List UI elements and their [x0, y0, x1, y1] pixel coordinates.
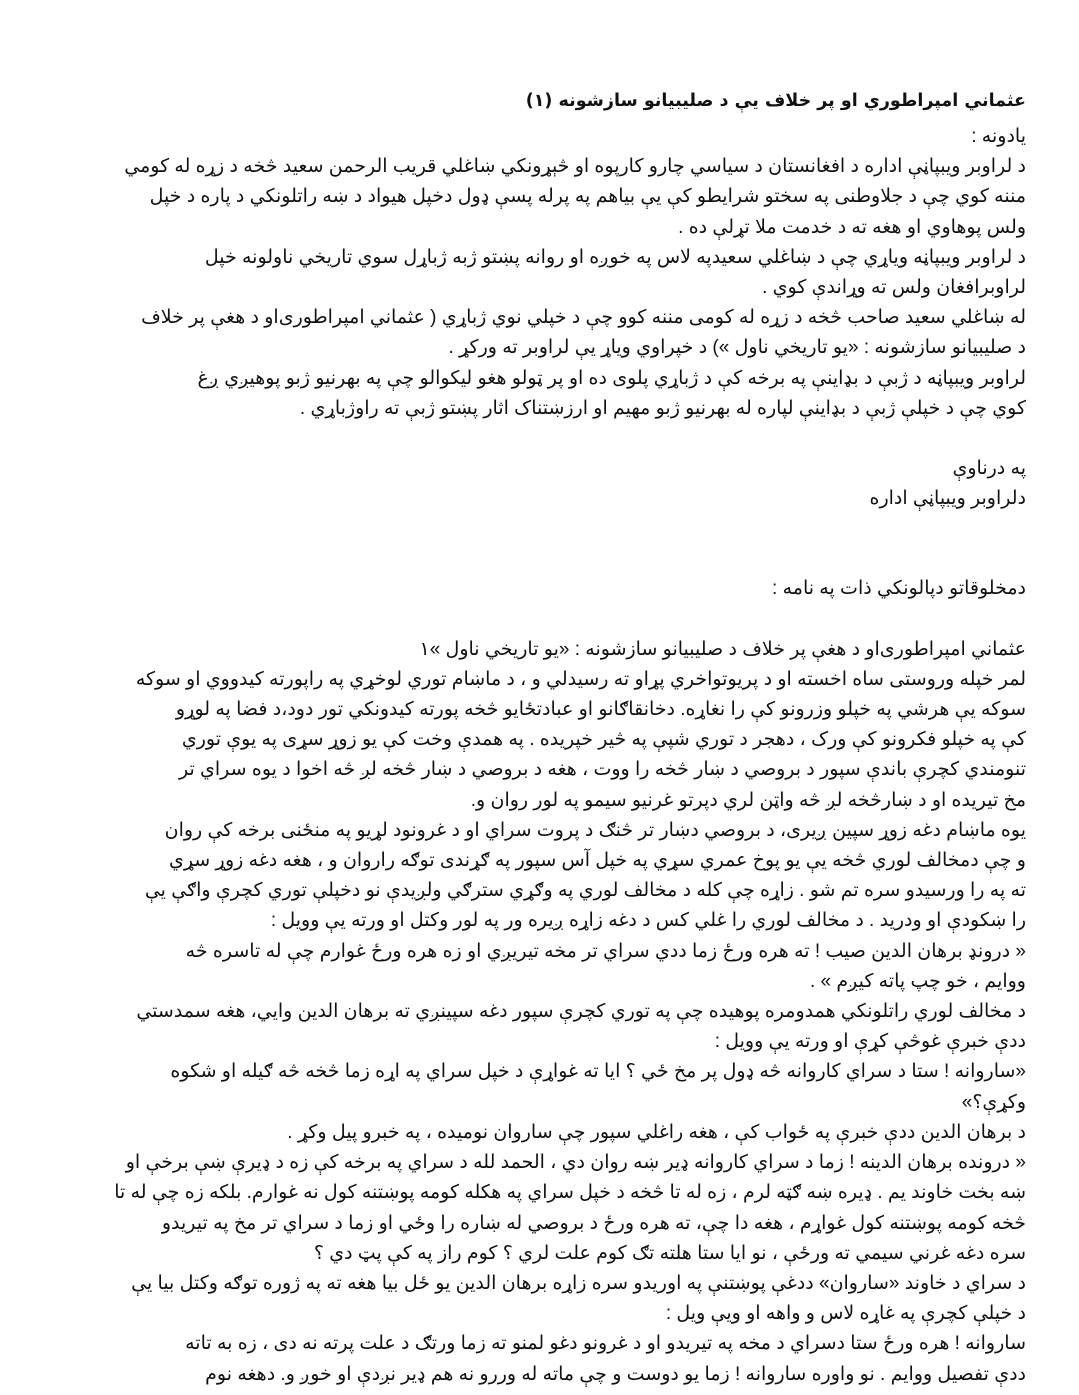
body-line: ته په را ورسيدو سره تم شو . زاړه چې کله د مخالف لوري په وګړي سترګي ولږيدې نو دخپلې توري کچرې واګې يې	[144, 880, 1026, 902]
note-line: کوي چې د خپلې ژبې د بډاينې لپاره له بهرنيو ژبو مهيم او ارزښتناک اثار پښتو ژبې ته راوژباړي .	[299, 397, 1026, 419]
body-line: «ساروانه ! ستا د سراي کاروانه څه ډول پر مخ ځي ؟ ايا ته غواړې د خپل سراي په اړه زما څخه څه ګيله او شکوه	[170, 1061, 1026, 1083]
signature-block	[84, 454, 1026, 514]
body-line: ددې تفصيل ووايم . نو واوره ساروانه ! زما يو دوست و چې ماته له وررو نه هم ډير نږدې او خوږ و. دهغه نوم	[205, 1363, 1026, 1385]
body-line: څخه کومه پوښتنه کول غواړم ، هغه دا چې، ته هره ورځ د بروصي له ښاره را وځي او زما د سراي تر مخ په تيريدو	[161, 1212, 1026, 1234]
body-line: د سراي د خاوند «ساروان» ددغې پوښتنې په اوريدو سره زاړه برهان الدين يو ځل بيا هغه ته په ژوره توګه وکتل بيا يې	[131, 1272, 1026, 1294]
body-line: ښه بخت خاوند يم . ډيره ښه ګټه لرم ، زه له تا څخه د خپل سراي په هکله کومه پوښتنه کول نه غوارم. بلکه زه چې له تا	[114, 1182, 1026, 1204]
body-line: کې په خپلو فکرونو کې ورک ، دهجر د توري شپې په څير خپريده . په همدې وخت کې يو زوړ سړی په يوې توري	[181, 729, 1026, 751]
invocation: دمخلوقاتو دپالونکي ذات په نامه :	[772, 578, 1026, 600]
body-line: تنومندي کچرې باندې سپور د بروصي د ښار څخه را ووت ، هغه د بروصي د ښار څخه لږ څه اخوا د يوه سراي تر	[178, 759, 1026, 781]
body-line: ددې خبرې غوڅې کړې او ورته يې وويل :	[714, 1031, 1026, 1053]
body-line: يوه ماښام دغه زوړ سپين ږيرى، د بروصي دښار تر څنګ د پروت سراي او د غرونود لړيو په منځنی برخه کې روان	[164, 819, 1026, 841]
body-line: د برهان الدين ددې خبرې په ځواب کې ، هغه راغلي سپور چې ساروان نوميده ، په خبرو پيل وکړ .	[287, 1121, 1026, 1143]
body-line: عثماني امپراطوری‌او د هغې پر خلاف د صليبيانو سازشونه : «يو تاريخي ناول »١	[419, 638, 1026, 660]
signature-line: په درناوې	[952, 458, 1026, 480]
note-line: د لراوبر ويبپاڼه وياړي چې د ښاغلي سعيدپه لاس په خوږه او روانه پښتو ژبه ژباړل سوي تاريخي ناولونه خپل	[204, 246, 1026, 268]
body-line: را ښکودې او ودريد . د مخالف لوري را غلي کس د دغه زاړه ږيره ور په لور وکتل او ورته يې وويل :	[270, 910, 1026, 932]
note-line: د لراوبر ويبپاڼې اداره د افغانستان د سياسي چارو کارپوه او څېړونکي ښاغلي قريب الرحمن سعيد څخه د زړه له کومي	[124, 156, 1026, 178]
body-line: د مخالف لوري راتلونکي همدومره پوهيده چې په توري کچرې سپور دغه سپينږي ته برهان الدين وايي، هغه سمدستي	[136, 1001, 1026, 1023]
note-line: لراوبر ويبپاڼه د ژبې د بډاينې په برخه کې د ژباړي پلوی ده او پر ټولو هغو ليکوالو چې په بهرنيو ژبو پوهيږي ږغ	[197, 367, 1026, 389]
body-line: لمر خپله وروستی ساه اخسته او د پریوتواخري پړاو ته رسيدلي و ، د ماښام توري لوخړي په راپورته کيدووي او سوکه	[135, 668, 1026, 690]
body-line: سره دغه غرني سيمي ته ورځې ، نو ايا ستا هلته تګ کوم علت لري ؟ کوم راز په کې پټ دي ؟	[313, 1242, 1026, 1264]
story-body	[84, 635, 1026, 1390]
note-line: لراوبرافغان ولس ته وړاندې کوي .	[762, 277, 1026, 299]
body-line: د خپلې کچرې په غاړه لاس و واهه او ويې ويل :	[665, 1303, 1026, 1325]
body-line: و چې دمخالف لوري څخه يې يو پوخ عمري سړي په خپل آس سپور په ګړندی توګه راروان و ، هغه دغه زوړ سړي	[168, 850, 1026, 872]
body-line: سوکه يې هرشي په خپلو وزرونو کې را نغاړه. دخانقاګانو او عبادتځايو څخه پورته کيدونکي تور دود،د فضا په لوړو	[175, 699, 1026, 721]
note-line: له ښاغلي سعيد صاحب څخه د زړه له کومی مننه کوو چې د خپلي نوي ژباړي ( عثماني امپراطوری‌او د هغې پر خلاف	[141, 307, 1026, 329]
body-line: مخ تيريده او د ښارڅخه لږ څه واټن لري دپرتو غرنيو سيمو په لور روان و.	[470, 789, 1026, 811]
body-line: ووايم ، خو چپ پاته کيږم » .	[809, 970, 1026, 992]
note-line: د صليبيانو سازشونه : «یو تاريخي ناول ») د خپراوي وياړ يې لراوبر ته ورکړ .	[448, 337, 1026, 359]
signature-line: دلراوبر ويبپاڼې اداره	[869, 488, 1026, 510]
body-line: ساروانه ! هره ورځ ستا دسراي د مخه په تيريدو او د غرونو دغو لمنو ته زما ورتګ د علت پرته نه دی ، زه به تاته	[185, 1333, 1026, 1355]
body-line: وکړې؟»	[961, 1091, 1026, 1113]
body-line: « درونده برهان الدينه ! زما د سراي کاروانه ډير ښه روان دي ، الحمد لله د سراي په برخه کې زه د ډيرې ښې برخې او	[125, 1152, 1026, 1174]
note-line: مننه کوي چې د جلاوطنى په سختو شرايطو کې يې بیاهم په پرله پسې ډول دخپل هيواد د ښه راتلونکي د پاره د خپل	[149, 186, 1026, 208]
document-page	[84, 86, 1026, 1390]
document-title: عثماني امپراطوري او پر خلاف يې د صليبيانو سازشونه (١)	[525, 91, 1026, 111]
note-line: ولس پوهاوي او هغه ته د خدمت ملا تړلې ده .	[678, 216, 1026, 238]
editorial-note	[84, 122, 1026, 424]
note-line: یادونه :	[971, 126, 1026, 147]
body-line: « درونډ برهان الدين صيب ! ته هره ورځ زما ددي سراي تر مخه تيريږي او زه هره ورځ غوارم چې له تاسره څه	[185, 940, 1026, 962]
